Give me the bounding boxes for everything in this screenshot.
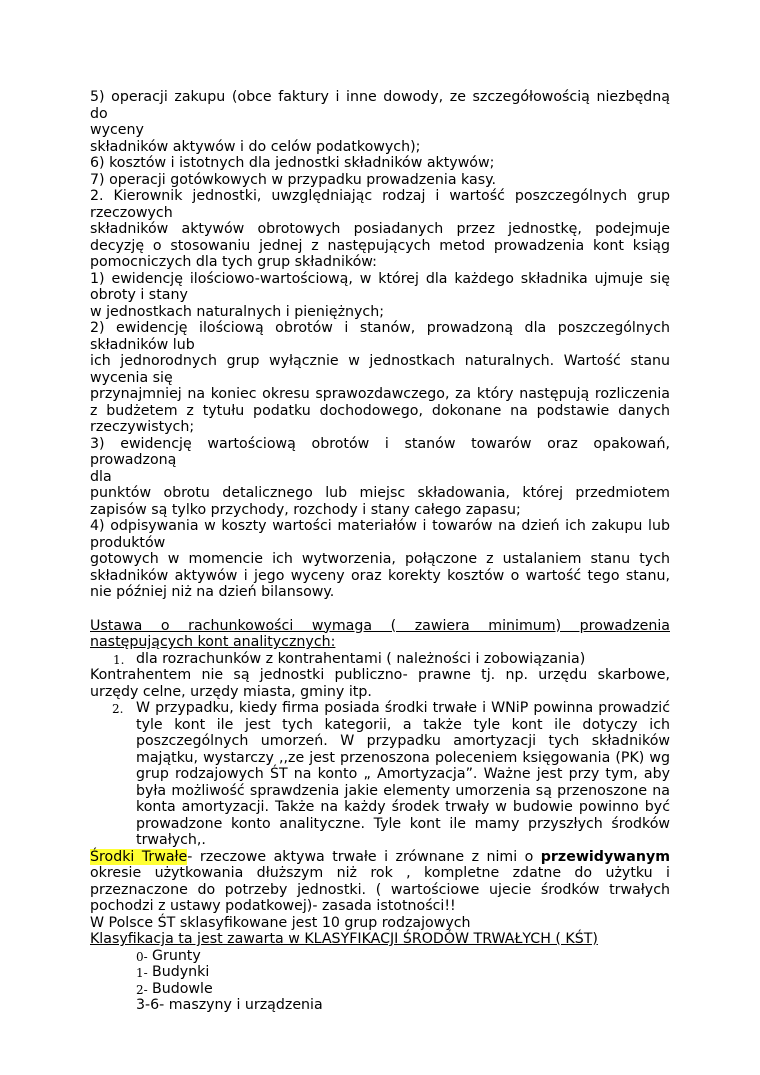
- bold-term: przewidywanym: [540, 848, 670, 865]
- text-line: 1) ewidencję ilościowo-wartościową, w której dla każdego składnika ujmuje się: [90, 270, 670, 287]
- classification-heading: Klasyfikacja ta jest zawarta w KLASYFIKACJI ŚRODÓW TRWAŁYCH ( KŚT): [90, 931, 598, 947]
- class-label: Grunty: [152, 947, 201, 964]
- class-label: Budowle: [152, 980, 213, 997]
- class-marker: 2-: [136, 982, 148, 997]
- list-item-text: W przypadku, kiedy firma posiada środki trwałe i WNiP powinna prowadzić tyle kont ile jest tych kategorii, a także tyle kont ile dotyczy ich poszczególnych umorzeń. W przypadku amortyzacji tych składników majątku, wystarczy ,,ze jest przenoszona poleceniem księgowania (PK) wg grup rodzajowych ŚT na konto „ Amortyzacja”. Ważne jest przy tym, aby była możliwość sprawdzenia jakie elementy umorzenia są przenoszone na konta amortyzacji. Także na każdy środek trwały w budowie powinno być prowadzone konto analityczne. Tyle kont ile mamy przyszłych środków trwałych,.: [136, 700, 670, 848]
- class-label: Budynki: [152, 964, 210, 980]
- text-paragraph: przynajmniej na koniec okresu sprawozdawczego, za który następują rozliczenia z budżetem z tytułu podatku dochodowego, dokonane na podstawie danych rzeczywistych;: [90, 386, 670, 435]
- class-item: [90, 948, 670, 965]
- class-range: 3-6- maszyny i urządzenia: [136, 997, 323, 1013]
- list-item: [90, 700, 670, 849]
- fixed-assets-definition: [90, 849, 670, 915]
- text-paragraph: punktów obrotu detalicznego lub miejsc składowania, której przedmiotem zapisów są tylko przychody, rozchody i stany całego zapasu;: [90, 485, 670, 518]
- list-marker: 2.: [112, 702, 124, 716]
- text-line: 7) operacji gotówkowych w przypadku prowadzenia kasy.: [90, 171, 496, 188]
- class-item: [90, 981, 670, 998]
- text-line: obroty i stany: [90, 287, 188, 303]
- definition-text: - rzeczowe aktywa trwałe i zrównane z nimi o: [187, 848, 541, 865]
- class-item: [90, 964, 670, 981]
- class-marker: 1-: [136, 966, 148, 980]
- section-heading: Ustawa o rachunkowości wymaga ( zawiera minimum) prowadzenia następujących kont analitycznych:: [90, 617, 670, 650]
- text-line: 6) kosztów i istotnych dla jednostki składników aktywów;: [90, 155, 495, 171]
- list-marker: 1.: [113, 652, 125, 667]
- text-line: produktów: [90, 534, 166, 551]
- text-line: ich jednorodnych grup wyłącznie w jednostkach naturalnych. Wartość stanu: [90, 353, 670, 369]
- class-marker: 0-: [136, 949, 148, 964]
- text-line: 2. Kierownik jednostki, uwzględniając rodzaj i wartość poszczególnych grup: [90, 188, 670, 204]
- text-line: wycenia się: [90, 369, 173, 386]
- text-line: 3) ewidencję wartościową obrotów i stanów towarów oraz opakowań, prowadzoną: [90, 435, 670, 468]
- paragraph-gap: [90, 601, 670, 618]
- text-line: 2) ewidencję ilościową obrotów i stanów, prowadzoną dla poszczególnych: [90, 320, 670, 336]
- text-line: rzeczowych: [90, 204, 173, 221]
- document-page: [90, 89, 670, 1014]
- text-line: 4) odpisywania w koszty wartości materiałów i towarów na dzień ich zakupu lub: [90, 518, 670, 534]
- contractor-paragraph: Kontrahentem nie są jednostki publiczno- prawne tj. np. urzędu skarbowe, urzędy celne, urzędy miasta, gminy itp.: [90, 667, 670, 700]
- text-line: 5) operacji zakupu (obce faktury i inne dowody, ze szczegółowością niezbędną do: [90, 89, 670, 122]
- text-line: dla: [90, 468, 112, 485]
- text-line: składników aktywów i do celów podatkowych);: [90, 138, 421, 155]
- text-line: W Polsce ŚT sklasyfikowane jest 10 grup rodzajowych: [90, 914, 471, 931]
- text-line: w jednostkach naturalnych i pieniężnych;: [90, 303, 384, 320]
- text-line: składników lub: [90, 336, 195, 353]
- list-item-text: dla rozrachunków z kontrahentami ( należności i zobowiązania): [136, 650, 586, 667]
- definition-text: okresie użytkowania dłuższym niż rok , kompletne zdatne do użytku i przeznaczone do potrzeby jednostki. ( wartościowe ujecie środków trwałych pochodzi z ustawy podatkowej)- zasada istotności!!: [90, 865, 670, 914]
- highlighted-term: Środki Trwałe: [90, 848, 188, 865]
- text-line: wyceny: [90, 122, 144, 138]
- list-item: [90, 651, 670, 668]
- text-paragraph: składników aktywów obrotowych posiadanych przez jednostkę, podejmuje decyzję o stosowaniu jednej z następujących metod prowadzenia kont ksiąg pomocniczych dla tych grup składników:: [90, 221, 670, 270]
- text-paragraph: gotowych w momencie ich wytworzenia, połączone z ustalaniem stanu tych składników aktywów i jego wyceny oraz korekty kosztów o wartość tego stanu, nie później niż na dzień bilansowy.: [90, 551, 670, 600]
